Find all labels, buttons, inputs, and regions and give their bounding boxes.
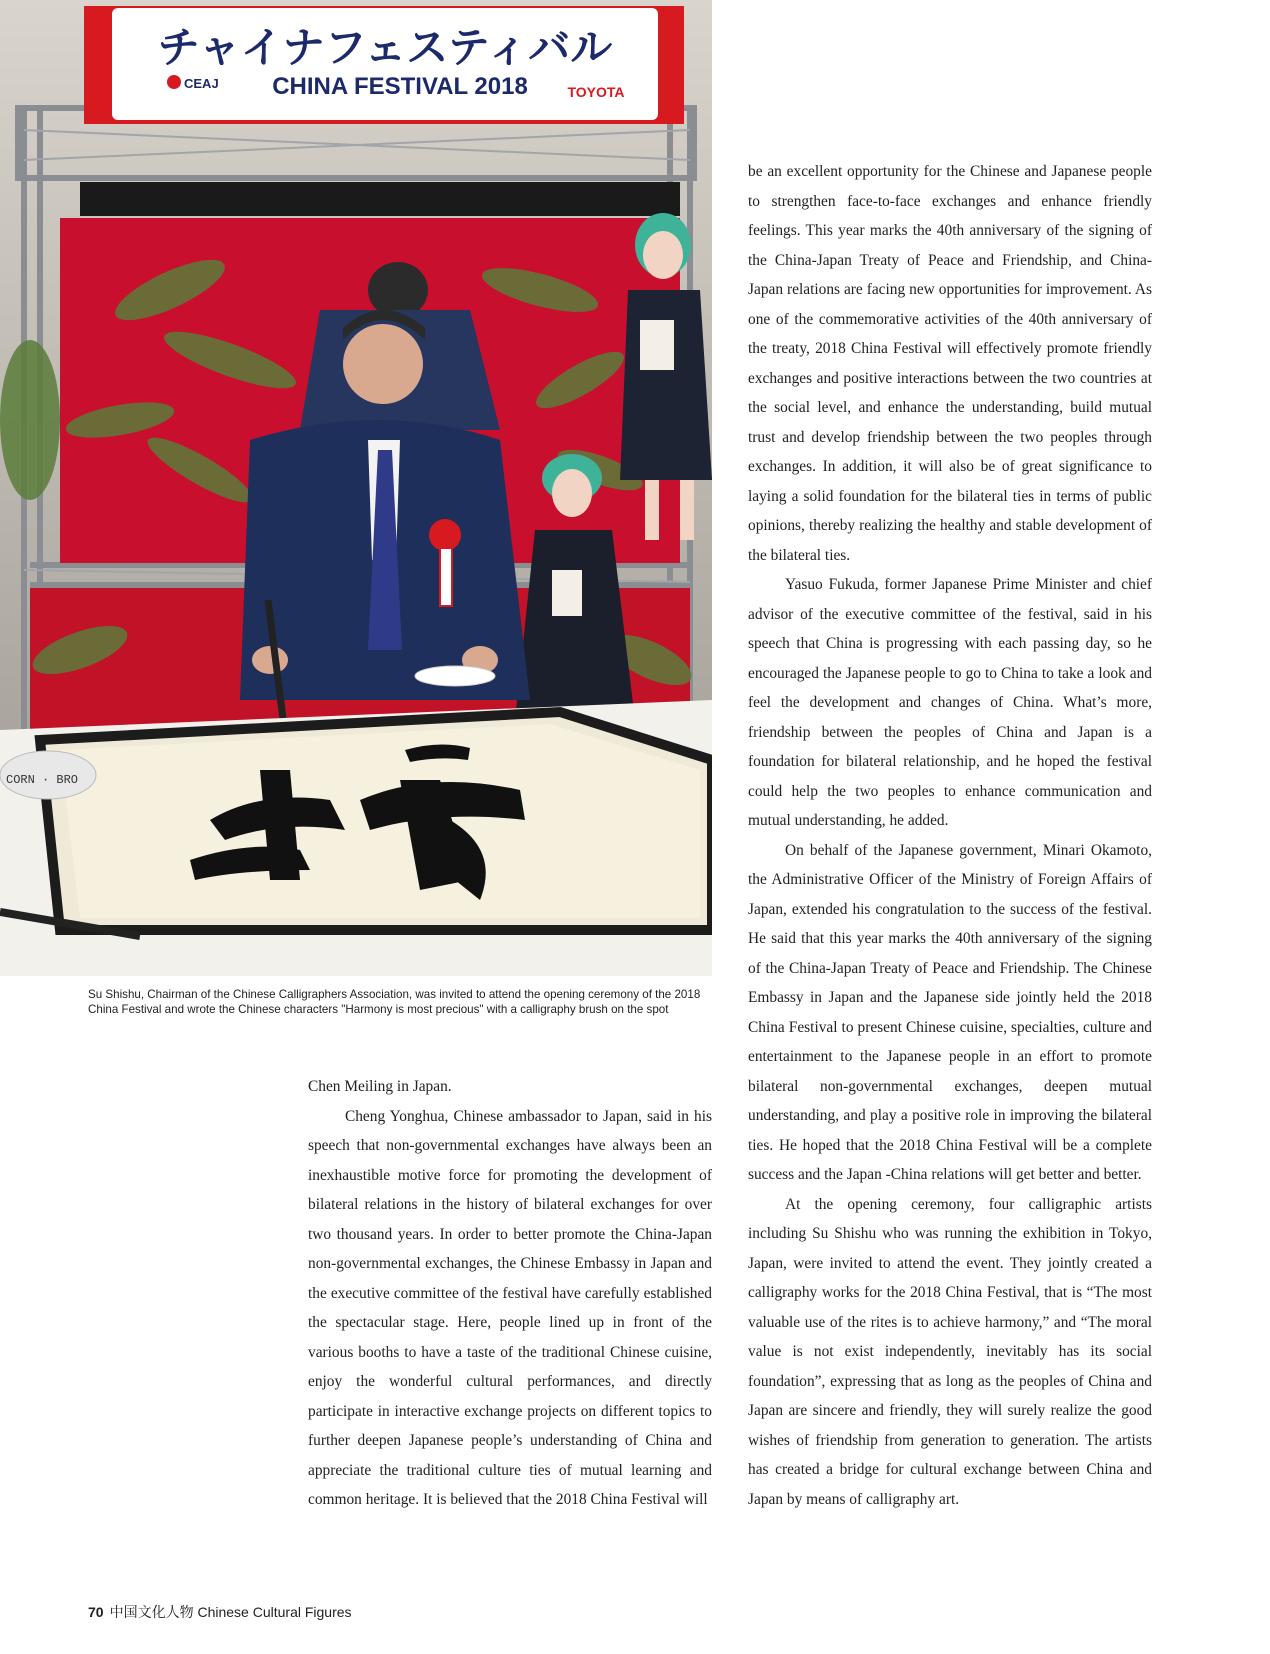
- banner-title-jp: チャイナフェスティバル: [157, 23, 613, 72]
- paragraph: Chen Meiling in Japan.: [308, 1078, 452, 1095]
- magazine-name: 中国文化人物 Chinese Cultural Figures: [109, 1604, 352, 1620]
- paragraph: Yasuo Fukuda, former Japanese Prime Minister and chief advisor of the executive committee of the festival, said in his speech that China is progressing with each passing day, so he encouraged the Japanese people to go to China to take a look and feel the development and changes of China. What’s more, friendship between the peoples of China and Japan is a foundation for bilateral relationship, and he hoped the festival could help the two peoples to enhance communication and mutual understanding, he added.: [748, 576, 1152, 829]
- banner-logo-toyota: TOYOTA: [567, 84, 625, 100]
- paragraph: Cheng Yonghua, Chinese ambassador to Japan, said in his speech that non-governmental exchanges have always been an inexhaustible motive force for promoting the development of bilateral relations in the history of bilateral exchanges for over two thousand years. In order to better promote the China-Japan non-governmental exchanges, the Chinese Embassy in Japan and the executive committee of the festival have carefully established the spectacular stage. Here, people lined up in front of the various booths to have a taste of the traditional Chinese cuisine, enjoy the wonderful cultural performances, and directly participate in interactive exchange projects on different topics to further deepen Japanese people’s understanding of China and appreciate the traditional culture ties of mutual learning and common heritage. It is believed that the 2018 China Festival will: [308, 1107, 712, 1508]
- paragraph: At the opening ceremony, four calligraphic artists including Su Shishu who was running the exhibition in Tokyo, Japan, were invited to attend the event. They jointly created a calligraphy works for the 2018 China Festival, that is “The most valuable use of the rites is to achieve harmony,” and “The moral value is not exist independently, inevitably has its social foundation”, expressing that as long as the peoples of China and Japan are sincere and friendly, they will surely realize the good wishes of friendship from generation to generation. The artists has created a bridge for cultural exchange between China and Japan by means of calligraphy art.: [748, 1195, 1152, 1508]
- banner-logo-ceaj: CEAJ: [184, 76, 219, 91]
- event-photo: [0, 0, 712, 976]
- paragraph: be an excellent opportunity for the Chinese and Japanese people to strengthen face-to-face exchanges and enhance friendly feelings. This year marks the 40th anniversary of the signing of the China-Japan Treaty of Peace and Friendship, and China-Japan relations are facing new opportunities for improvement. As one of the commemorative activities of the 40th anniversary of the treaty, 2018 China Festival will effectively promote friendly exchanges and positive interactions between the two countries at the social level, and enhance the understanding, build mutual trust and develop friendship between the two peoples through exchanges. In addition, it will also be of great significance to laying a solid foundation for the bilateral ties in terms of public opinions, thereby realizing the healthy and stable development of the bilateral ties.: [748, 163, 1152, 564]
- page-footer: [88, 1602, 352, 1622]
- article-column-right: [748, 157, 1152, 1514]
- article-column-left: [308, 1072, 712, 1515]
- photo-caption: Su Shishu, Chairman of the Chinese Calligraphers Association, was invited to attend the opening ceremony of the 2018 China Festival and wrote the Chinese characters "Harmony is most precious" with a calligraphy brush on the spot: [88, 988, 701, 1016]
- paragraph: On behalf of the Japanese government, Minari Okamoto, the Administrative Officer of the Ministry of Foreign Affairs of Japan, extended his congratulation to the success of the festival. He said that this year marks the 40th anniversary of the signing of the China-Japan Treaty of Peace and Friendship. The Chinese Embassy in Japan and the Japanese side jointly held the 2018 China Festival to present Chinese cuisine, specialties, culture and entertainment to the Japanese people in an effort to promote bilateral non-governmental exchanges, deepen mutual understanding, and play a positive role in improving the bilateral ties. He hoped that the 2018 China Festival will be a complete success and the Japan -China relations will get better and better.: [748, 841, 1152, 1183]
- banner-title-en: CHINA FESTIVAL 2018: [272, 73, 528, 100]
- page-number: 70: [88, 1604, 104, 1620]
- box-label: CORN · BRO: [6, 773, 79, 787]
